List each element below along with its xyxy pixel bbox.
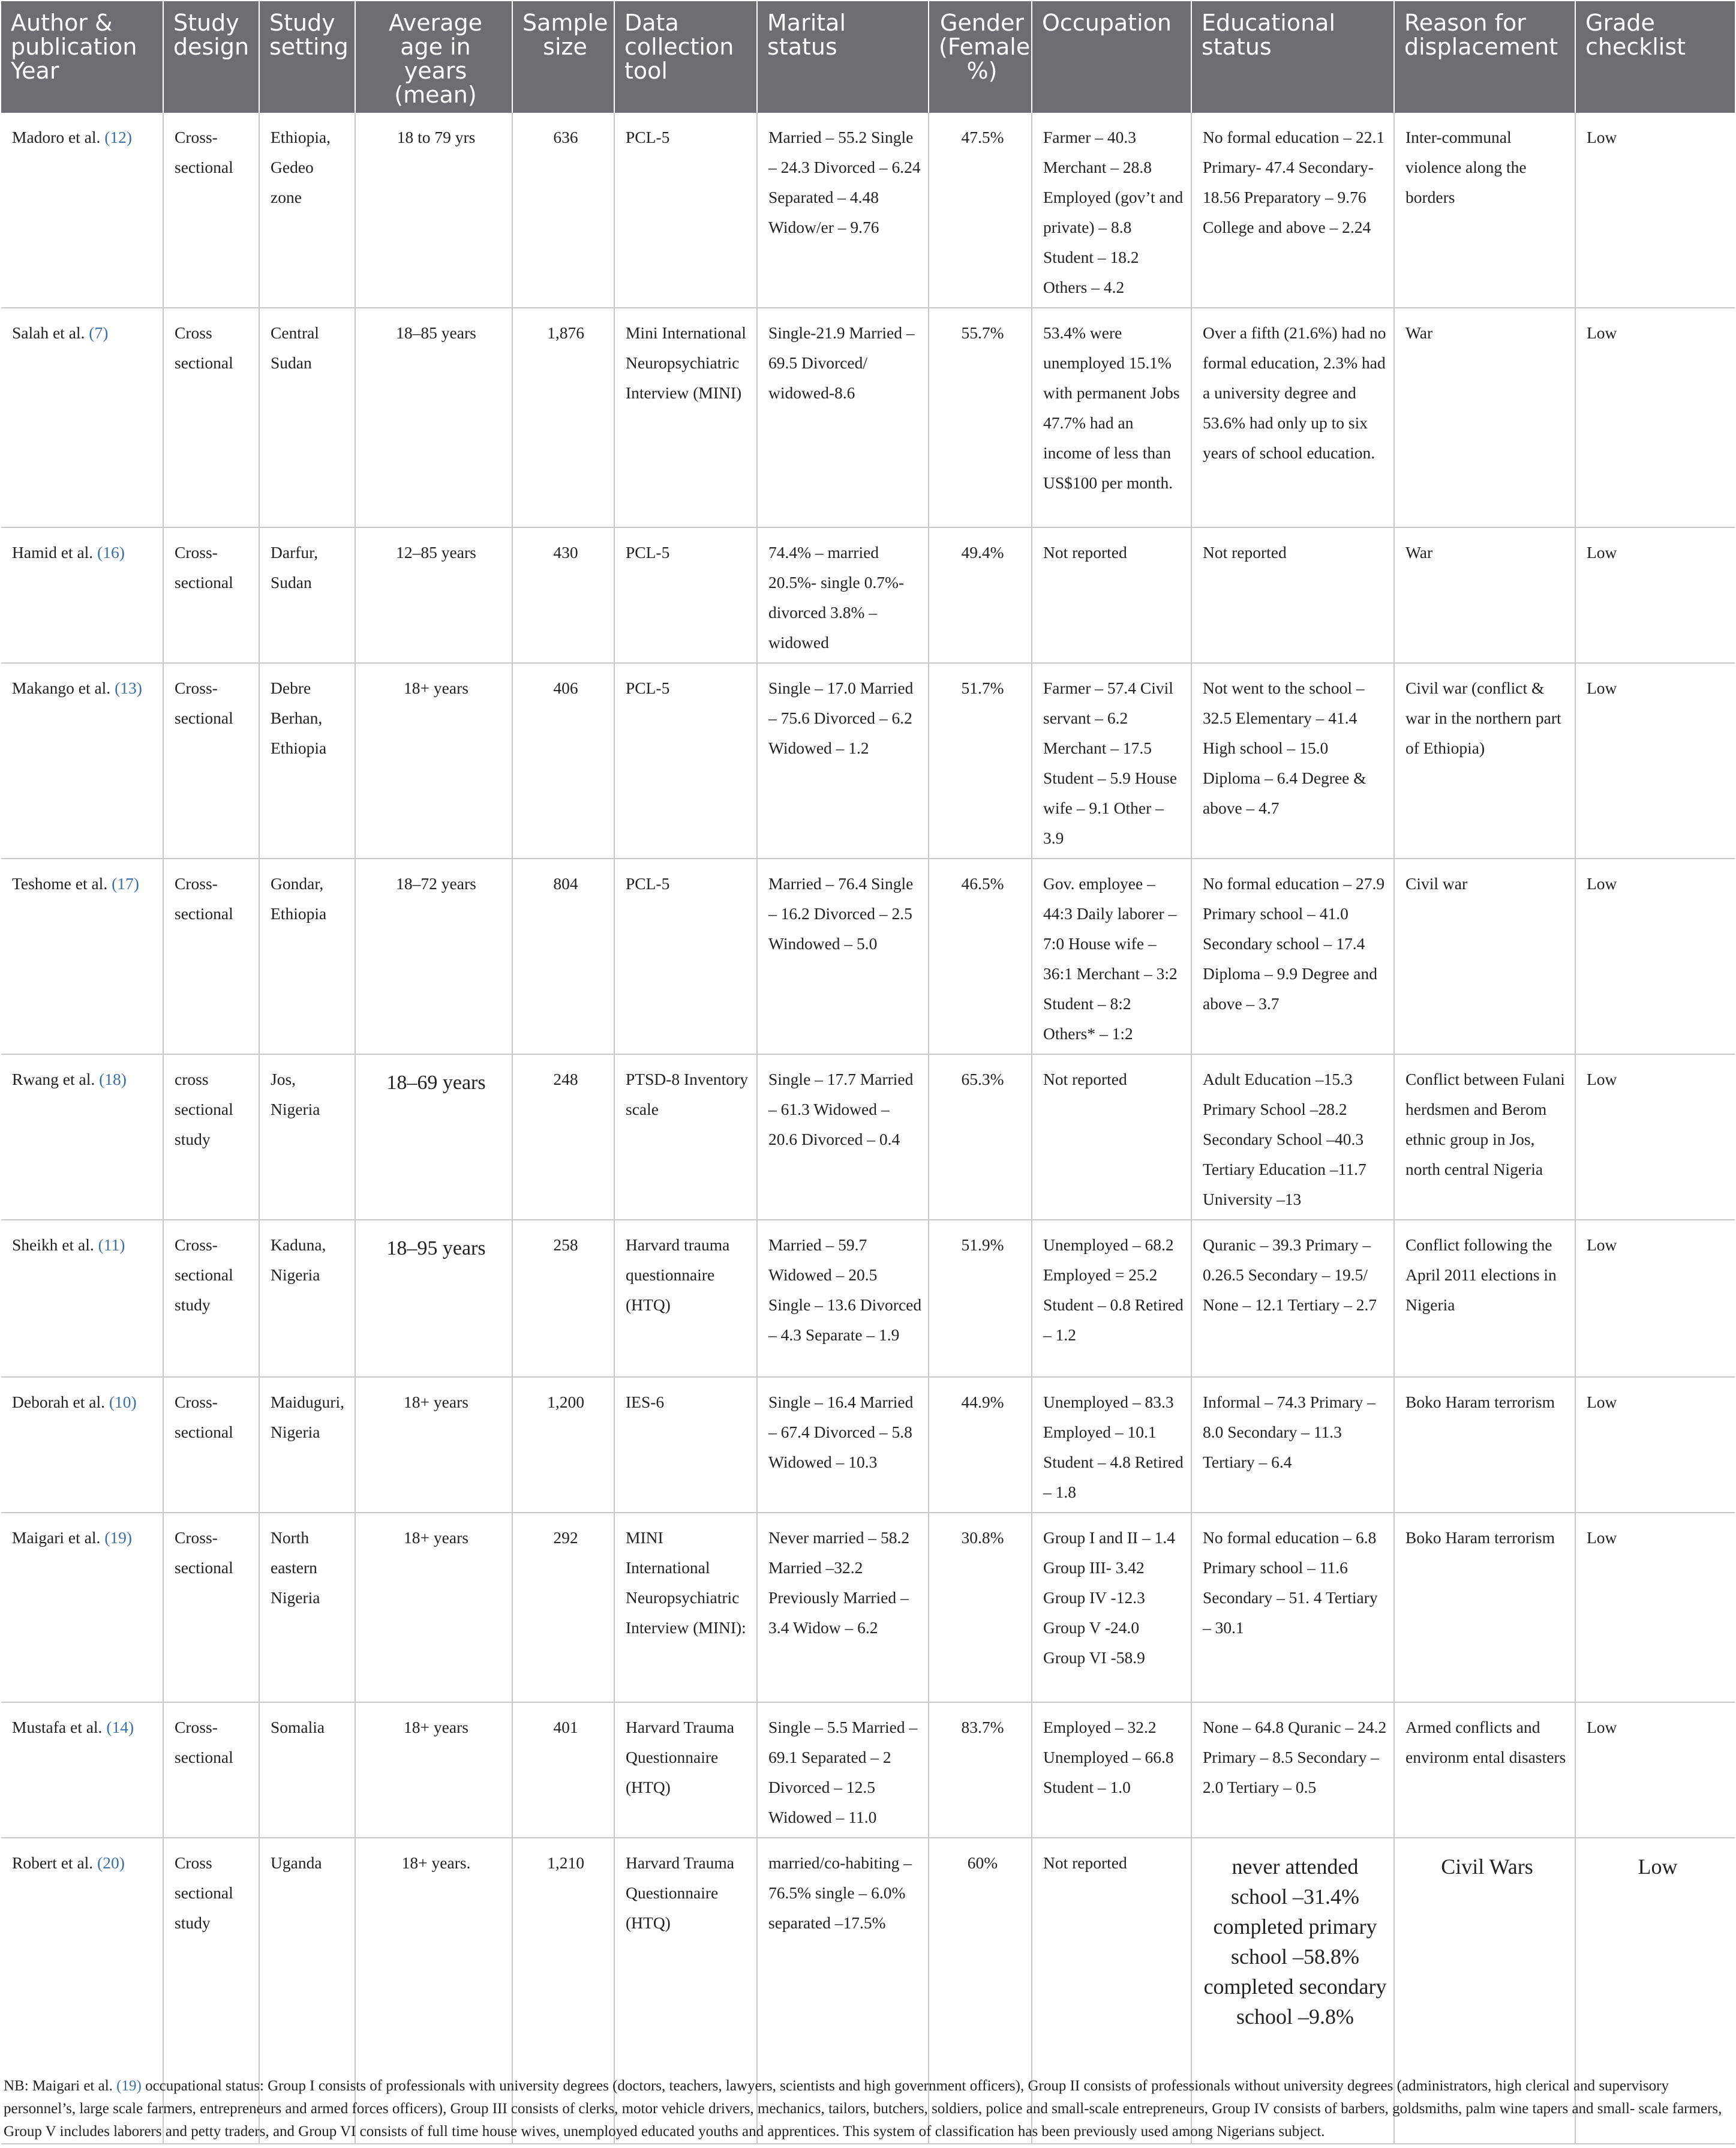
cell-reason: Inter-communal violence along the borders [1394,113,1575,308]
cell-grade: Low [1575,308,1735,527]
reference-link[interactable]: (17) [112,874,139,893]
cell-author [1,1054,163,1220]
cell-gender: 65.3% [929,1054,1032,1220]
cell-gender: 55.7% [929,308,1032,527]
cell-sample: 258 [512,1220,614,1377]
cell-reason: Boko Haram terrorism [1394,1377,1575,1513]
cell-setting: Uganda [259,1838,355,2144]
header-age: Average age in years (mean) [355,1,512,113]
cell-author [1,663,163,859]
cell-author [1,1513,163,1702]
cell-marital: 74.4% – married 20.5%- single 0.7%- divorced 3.8% – widowed [757,527,929,663]
cell-occupation: Unemployed – 83.3 Employed – 10.1 Student – 4.8 Retired – 1.8 [1032,1377,1191,1513]
cell-design: Cross sectional [163,308,259,527]
cell-reason: Boko Haram terrorism [1394,1513,1575,1702]
cell-design: cross sectional study [163,1054,259,1220]
cell-gender: 49.4% [929,527,1032,663]
cell-occupation: Farmer – 57.4 Civil servant – 6.2 Merchant – 17.5 Student – 5.9 House wife – 9.1 Other – 3.9 [1032,663,1191,859]
cell-education: Quranic – 39.3 Primary – 0.26.5 Secondary – 19.5/ None – 12.1 Tertiary – 2.7 [1191,1220,1394,1377]
reference-link[interactable]: (11) [98,1235,125,1254]
cell-education: Adult Education –15.3 Primary School –28.2 Secondary School –40.3 Tertiary Education –11.7 University –13 [1191,1054,1394,1220]
cell-marital: Single-21.9 Married – 69.5 Divorced/ widowed-8.6 [757,308,929,527]
cell-education: No formal education – 27.9 Primary school – 41.0 Secondary school – 17.4 Diploma – 9.9 Degree and above – 3.7 [1191,859,1394,1054]
cell-author [1,527,163,663]
table-row [1,1702,1735,1838]
cell-design: Cross-sectional [163,663,259,859]
cell-tool: IES-6 [614,1377,757,1513]
footnote-prefix: NB: Maigari et al. [4,2078,113,2094]
cell-education: Not went to the school – 32.5 Elementary – 41.4 High school – 15.0 Diploma – 6.4 Degree & above – 4.7 [1191,663,1394,859]
cell-education: never attended school –31.4% completed primary school –58.8% completed secondary school –9.8% [1191,1838,1394,2144]
cell-setting: Jos, Nigeria [259,1054,355,1220]
cell-grade: Low [1575,1702,1735,1838]
cell-design: Cross sectional study [163,1838,259,2144]
cell-gender: 51.9% [929,1220,1032,1377]
cell-sample: 248 [512,1054,614,1220]
cell-grade: Low [1575,1220,1735,1377]
cell-occupation: Not reported [1032,527,1191,663]
cell-reason: Conflict following the April 2011 elections in Nigeria [1394,1220,1575,1377]
cell-age: 12–85 years [355,527,512,663]
reference-link[interactable]: (16) [97,543,125,562]
cell-tool: MINI International Neuropsychiatric Interview (MINI): [614,1513,757,1702]
header-design: Study design [163,1,259,113]
footnote-text: occupational status: Group I consists of professionals with university degrees (doctors, teachers, lawyers, scientists and high government officers), Group II consists of professionals without university degrees (administrators, high clerical and supervisory personnel’s, large scale farmers, entrepreneurs and armed forces officers), Group III consists of clerks, motor vehicle drivers, mechanics, tailors, butchers, soldiers, police and small-scale entrepreneurs, Group IV consists of barbers, goldsmiths, palm wine tapers and small- scale farmers, Group V includes laborers and petty traders, and Group VI consists of full time house wives, unemployed educated youths and apprentices. This system of classification has been previously used among Nigerians subject. [4,2078,1722,2140]
header-occupation: Occupation [1032,1,1191,113]
cell-design: Cross-sectional [163,1702,259,1838]
footnote-ref: (19) [116,2078,142,2094]
cell-education: No formal education – 6.8 Primary school – 11.6 Secondary – 51. 4 Tertiary – 30.1 [1191,1513,1394,1702]
cell-occupation: 53.4% were unemployed 15.1% with permanent Jobs 47.7% had an income of less than US$100 per month. [1032,308,1191,527]
author-name: Hamid et al. [12,543,94,562]
cell-reason: War [1394,308,1575,527]
cell-grade: Low [1575,1513,1735,1702]
cell-design: Cross-sectional [163,1377,259,1513]
cell-setting: Gondar, Ethiopia [259,859,355,1054]
cell-grade: Low [1575,1838,1735,2144]
cell-age: 18 to 79 yrs [355,113,512,308]
cell-setting: Central Sudan [259,308,355,527]
table-row [1,1513,1735,1702]
author-name: Maigari et al. [12,1528,101,1547]
cell-occupation: Not reported [1032,1838,1191,2144]
reference-link[interactable]: (13) [115,679,142,697]
cell-age: 18+ years [355,1513,512,1702]
cell-grade: Low [1575,1377,1735,1513]
cell-setting: Darfur, Sudan [259,527,355,663]
cell-reason: Armed conflicts and environm ental disasters [1394,1702,1575,1838]
table-row [1,859,1735,1054]
author-name: Teshome et al. [12,874,108,893]
cell-author [1,308,163,527]
cell-reason: War [1394,527,1575,663]
cell-marital: Single – 5.5 Married – 69.1 Separated – 2 Divorced – 12.5 Widowed – 11.0 [757,1702,929,1838]
cell-education: Not reported [1191,527,1394,663]
cell-age: 18–72 years [355,859,512,1054]
table-row [1,308,1735,527]
header-author: Author & publication Year [1,1,163,113]
cell-grade: Low [1575,527,1735,663]
table-body [1,113,1735,2144]
header-gender: Gender (Female %) [929,1,1032,113]
cell-education: None – 64.8 Quranic – 24.2 Primary – 8.5 Secondary – 2.0 Tertiary – 0.5 [1191,1702,1394,1838]
author-name: Salah et al. [12,323,85,342]
cell-gender: 83.7% [929,1702,1032,1838]
cell-gender: 46.5% [929,859,1032,1054]
cell-setting: Ethiopia, Gedeo zone [259,113,355,308]
cell-setting: Debre Berhan, Ethiopia [259,663,355,859]
header-reason: Reason for displacement [1394,1,1575,113]
reference-link[interactable]: (14) [106,1718,134,1736]
table-row [1,527,1735,663]
cell-tool: Harvard trauma questionnaire (HTQ) [614,1220,757,1377]
author-name: Deborah et al. [12,1393,105,1411]
cell-sample: 804 [512,859,614,1054]
cell-sample: 1,200 [512,1377,614,1513]
cell-reason: Civil war [1394,859,1575,1054]
cell-education: No formal education – 22.1 Primary- 47.4 Secondary- 18.56 Preparatory – 9.76 College and above – 2.24 [1191,113,1394,308]
cell-tool: Harvard Trauma Questionnaire (HTQ) [614,1838,757,2144]
cell-sample: 1,876 [512,308,614,527]
cell-marital: Single – 16.4 Married – 67.4 Divorced – 5.8 Widowed – 10.3 [757,1377,929,1513]
author-name: Mustafa et al. [12,1718,103,1736]
cell-sample: 292 [512,1513,614,1702]
cell-grade: Low [1575,663,1735,859]
table-row [1,113,1735,308]
cell-setting: Kaduna, Nigeria [259,1220,355,1377]
cell-tool: PCL-5 [614,663,757,859]
cell-marital: Single – 17.0 Married – 75.6 Divorced – 6.2 Widowed – 1.2 [757,663,929,859]
cell-sample: 430 [512,527,614,663]
reference-link[interactable]: (10) [109,1393,137,1411]
cell-setting: Maiduguri, Nigeria [259,1377,355,1513]
cell-gender: 47.5% [929,113,1032,308]
header-education: Educational status [1191,1,1394,113]
cell-tool: Mini International Neuropsychiatric Interview (MINI) [614,308,757,527]
cell-author [1,1220,163,1377]
cell-tool: PCL-5 [614,113,757,308]
cell-education: Informal – 74.3 Primary – 8.0 Secondary – 11.3 Tertiary – 6.4 [1191,1377,1394,1513]
cell-age: 18+ years [355,1377,512,1513]
table-header [1,1,1735,113]
cell-occupation: Gov. employee – 44:3 Daily laborer – 7:0 House wife – 36:1 Merchant – 3:2 Student – 8:2 Others* – 1:2 [1032,859,1191,1054]
cell-marital: Single – 17.7 Married – 61.3 Widowed – 20.6 Divorced – 0.4 [757,1054,929,1220]
cell-sample: 401 [512,1702,614,1838]
cell-age: 18+ years [355,663,512,859]
header-setting: Study setting [259,1,355,113]
cell-grade: Low [1575,859,1735,1054]
cell-occupation: Employed – 32.2 Unemployed – 66.8 Student – 1.0 [1032,1702,1191,1838]
cell-author [1,1377,163,1513]
cell-grade: Low [1575,1054,1735,1220]
cell-tool: PTSD-8 Inventory scale [614,1054,757,1220]
cell-marital: Married – 55.2 Single – 24.3 Divorced – 6.24 Separated – 4.48 Widow/er – 9.76 [757,113,929,308]
header-marital: Marital status [757,1,929,113]
cell-marital: Married – 59.7 Widowed – 20.5 Single – 13.6 Divorced – 4.3 Separate – 1.9 [757,1220,929,1377]
cell-gender: 60% [929,1838,1032,2144]
table-row [1,1220,1735,1377]
author-name: Sheikh et al. [12,1235,94,1254]
cell-marital: Never married – 58.2 Married –32.2 Previously Married –3.4 Widow – 6.2 [757,1513,929,1702]
cell-age: 18–95 years [355,1220,512,1377]
cell-reason: Civil war (conflict & war in the northern part of Ethiopia) [1394,663,1575,859]
header-tool: Data collection tool [614,1,757,113]
cell-sample: 1,210 [512,1838,614,2144]
reference-link[interactable]: (7) [89,323,109,342]
cell-design: Cross-sectional [163,859,259,1054]
cell-design: Cross-sectional [163,113,259,308]
cell-occupation: Farmer – 40.3 Merchant – 28.8 Employed (gov’t and private) – 8.8 Student – 18.2 Others – 4.2 [1032,113,1191,308]
cell-gender: 51.7% [929,663,1032,859]
cell-author [1,113,163,308]
cell-author [1,859,163,1054]
cell-occupation: Unemployed – 68.2 Employed = 25.2 Student – 0.8 Retired – 1.2 [1032,1220,1191,1377]
table-row [1,663,1735,859]
cell-tool: Harvard Trauma Questionnaire (HTQ) [614,1702,757,1838]
cell-marital: married/co-habiting –76.5% single – 6.0% separated –17.5% [757,1838,929,2144]
cell-age: 18+ years [355,1702,512,1838]
cell-design: Cross-sectional [163,1513,259,1702]
author-name: Madoro et al. [12,128,101,146]
cell-author [1,1702,163,1838]
cell-age: 18–69 years [355,1054,512,1220]
reference-link[interactable]: (20) [97,1853,125,1872]
cell-setting: North eastern Nigeria [259,1513,355,1702]
study-characteristics-table [1,1,1735,2144]
cell-age: 18+ years. [355,1838,512,2144]
header-sample: Sample size [512,1,614,113]
cell-tool: PCL-5 [614,859,757,1054]
author-name: Robert et al. [12,1853,94,1872]
cell-gender: 30.8% [929,1513,1032,1702]
cell-sample: 636 [512,113,614,308]
cell-design: Cross-sectional study [163,1220,259,1377]
reference-link[interactable]: (19) [104,1528,133,1547]
footnote [4,2075,1731,2143]
cell-setting: Somalia [259,1702,355,1838]
cell-tool: PCL-5 [614,527,757,663]
cell-age: 18–85 years [355,308,512,527]
author-name: Rwang et al. [12,1070,95,1088]
cell-reason: Civil Wars [1394,1838,1575,2144]
header-grade: Grade checklist [1575,1,1735,113]
table-row [1,1377,1735,1513]
cell-reason: Conflict between Fulani herdsmen and Berom ethnic group in Jos, north central Nigeria [1394,1054,1575,1220]
cell-grade: Low [1575,113,1735,308]
reference-link[interactable]: (12) [104,128,133,146]
table-row [1,1054,1735,1220]
cell-education: Over a fifth (21.6%) had no formal education, 2.3% had a university degree and 53.6% had only up to six years of school education. [1191,308,1394,527]
cell-gender: 44.9% [929,1377,1032,1513]
cell-occupation: Not reported [1032,1054,1191,1220]
author-name: Makango et al. [12,679,111,697]
cell-design: Cross-sectional [163,527,259,663]
cell-occupation: Group I and II – 1.4 Group III- 3.42 Group IV -12.3 Group V -24.0 Group VI -58.9 [1032,1513,1191,1702]
cell-sample: 406 [512,663,614,859]
cell-marital: Married – 76.4 Single – 16.2 Divorced – 2.5 Windowed – 5.0 [757,859,929,1054]
reference-link[interactable]: (18) [99,1070,127,1088]
